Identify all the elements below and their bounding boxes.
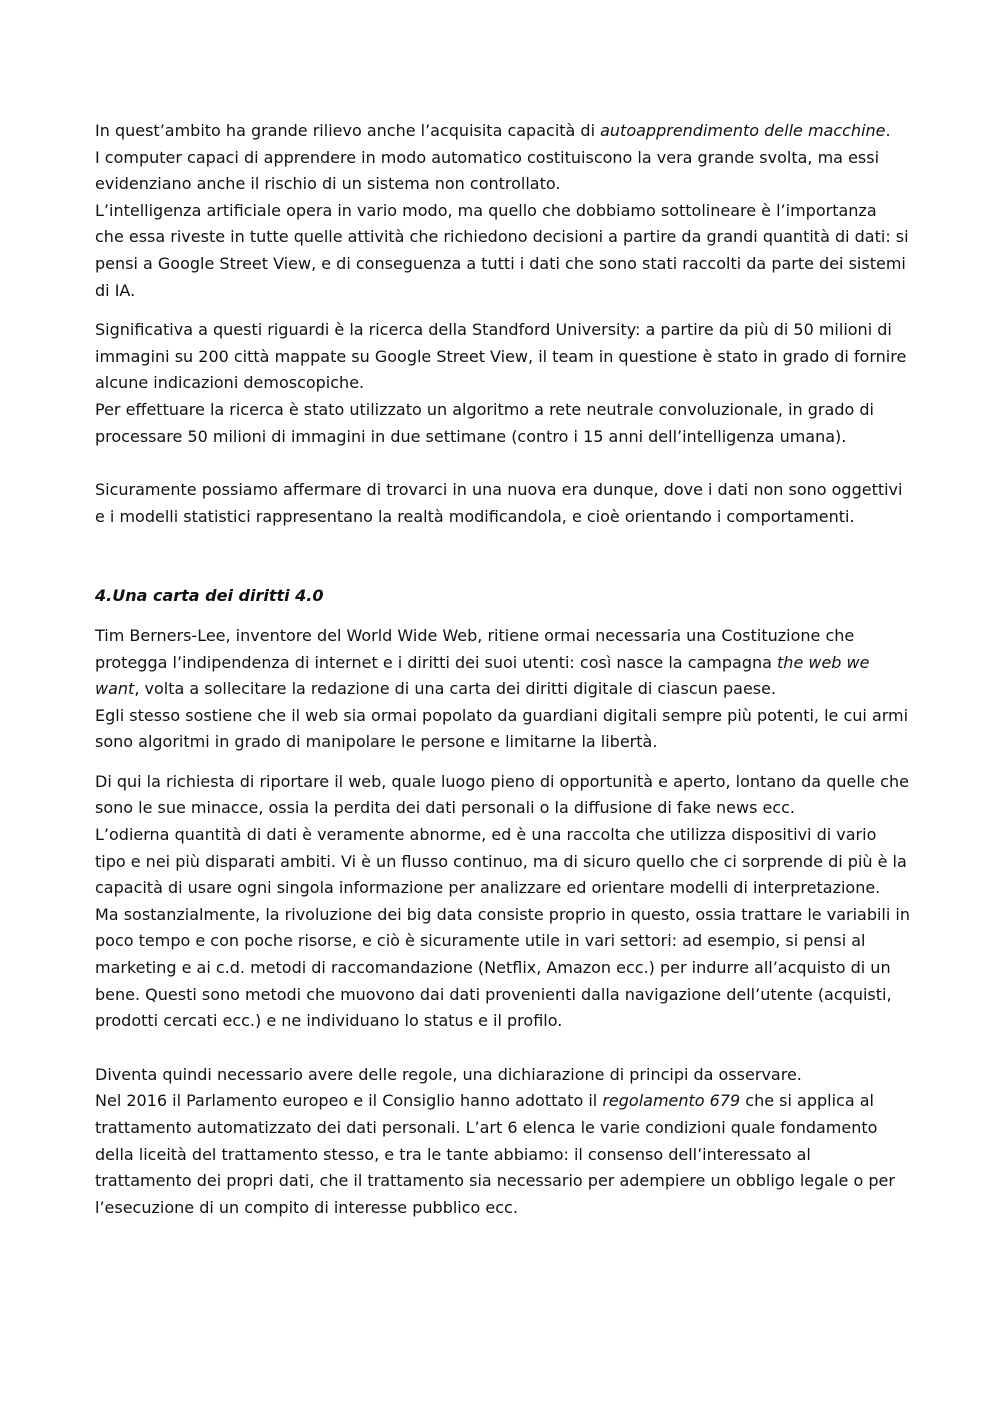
paragraph-line bbox=[95, 118, 910, 145]
paragraph-line: Di qui la richiesta di riportare il web, quale luogo pieno di opportunità e aperto, lontano da quelle che sono le sue minacce, ossia la perdita dei dati personali o la diffusione di fake news ecc. bbox=[95, 771, 909, 818]
paragraph-machine-learning bbox=[95, 118, 910, 304]
emphasis-text: the web we want bbox=[95, 652, 870, 699]
paragraph-line: Per effettuare la ricerca è stato utilizzato un algoritmo a rete neutrale convoluzionale, in grado di processare 50 milioni di immagini in due settimane (contro i 15 anni dell’intelligenza umana). bbox=[95, 399, 874, 446]
emphasis-text: regolamento 679 bbox=[602, 1091, 741, 1111]
paragraph-line: Diventa quindi necessario avere delle regole, una dichiarazione di principi da osservare. bbox=[95, 1064, 802, 1084]
document-body bbox=[95, 118, 910, 1221]
section-heading: 4.Una carta dei diritti 4.0 bbox=[95, 586, 324, 606]
text-run: che si applica al trattamento automatizzato dei dati personali. L’art 6 elenca le varie condizioni quale fondamento della liceità del trattamento stesso, e tra le tante abbiamo: il consenso dell’interessato al trattamento dei propri dati, che il trattamento sia necessario per adempiere un obbligo legale o per l’esecuzione di un compito di interesse pubblico ecc. bbox=[95, 1091, 895, 1217]
text-run: Nel 2016 il Parlamento europeo e il Consiglio hanno adottato il bbox=[95, 1091, 603, 1111]
text-run: In quest’ambito ha grande rilievo anche l’acquisita capacità di bbox=[95, 121, 601, 140]
text-run: Tim Berners-Lee, inventore del World Wide Web, ritiene ormai necessaria una Costituzione che protegga l’indipendenza di internet e i diritti dei suoi utenti: così nasce la campagna bbox=[95, 625, 855, 672]
paragraph-line: I computer capaci di apprendere in modo automatico costituiscono la vera grande svolta, ma essi evidenziano anche il rischio di un sistema non controllato. bbox=[95, 147, 880, 194]
paragraph-new-era: Sicuramente possiamo affermare di trovarci in una nuova era dunque, dove i dati non sono oggettivi e i modelli statistici rappresentano la realtà modificandola, e cioè orientando i comportamenti. bbox=[95, 480, 903, 526]
paragraph-line: Egli stesso sostiene che il web sia ormai popolato da guardiani digitali sempre più potenti, le cui armi sono algoritmi in grado di manipolare le persone e limitarne la libertà. bbox=[95, 705, 909, 752]
paragraph-line bbox=[95, 623, 910, 703]
paragraph-line bbox=[95, 1088, 910, 1221]
text-run: . bbox=[885, 121, 891, 140]
paragraph-line: Significativa a questi riguardi è la ricerca della Standford University: a partire da più di 50 milioni di immagini su 200 città mappate su Google Street View, il team in questione è stato in grado di fornire alcune indicazioni demoscopiche. bbox=[95, 320, 907, 393]
paragraph-line: L’intelligenza artificiale opera in vario modo, ma quello che dobbiamo sottolineare è l’importanza che essa riveste in tutte quelle attività che richiedono decisioni a partire da grandi quantità di dati: si pensi a Google Street View, e di conseguenza a tutti i dati che sono stati raccolti da parte dei sistemi di IA. bbox=[95, 200, 909, 300]
text-run: , volta a sollecitare la redazione di una carta dei diritti digitale di ciascun paese. bbox=[134, 679, 777, 699]
paragraph-big-data bbox=[95, 769, 910, 1035]
paragraph-line: Ma sostanzialmente, la rivoluzione dei big data consiste proprio in questo, ossia trattare le variabili in poco tempo e con poche risorse, e ciò è sicuramente utile in vari settori: ad esempio, si pensi al marketing e ai c.d. metodi di raccomandazione (Netflix, Amazon ecc.) per indurre all’acquisto di un bene. Questi sono metodi che muovono dai dati provenienti dalla navigazione dell’utente (acquisti, prodotti cercati ecc.) e ne individuano lo status e il profilo. bbox=[95, 904, 910, 1031]
paragraph-stanford-research bbox=[95, 317, 910, 450]
paragraph-berners-lee bbox=[95, 623, 910, 756]
paragraph-line: L’odierna quantità di dati è veramente abnorme, ed è una raccolta che utilizza dispositivi di vario tipo e nei più disparati ambiti. Vi è un flusso continuo, ma di sicuro quello che ci sorprende di più è la capacità di usare ogni singola informazione per analizzare ed orientare modelli di interpretazione. bbox=[95, 825, 907, 898]
paragraph-regulation bbox=[95, 1062, 910, 1222]
emphasis-text: autoapprendimento delle macchine bbox=[600, 121, 886, 140]
